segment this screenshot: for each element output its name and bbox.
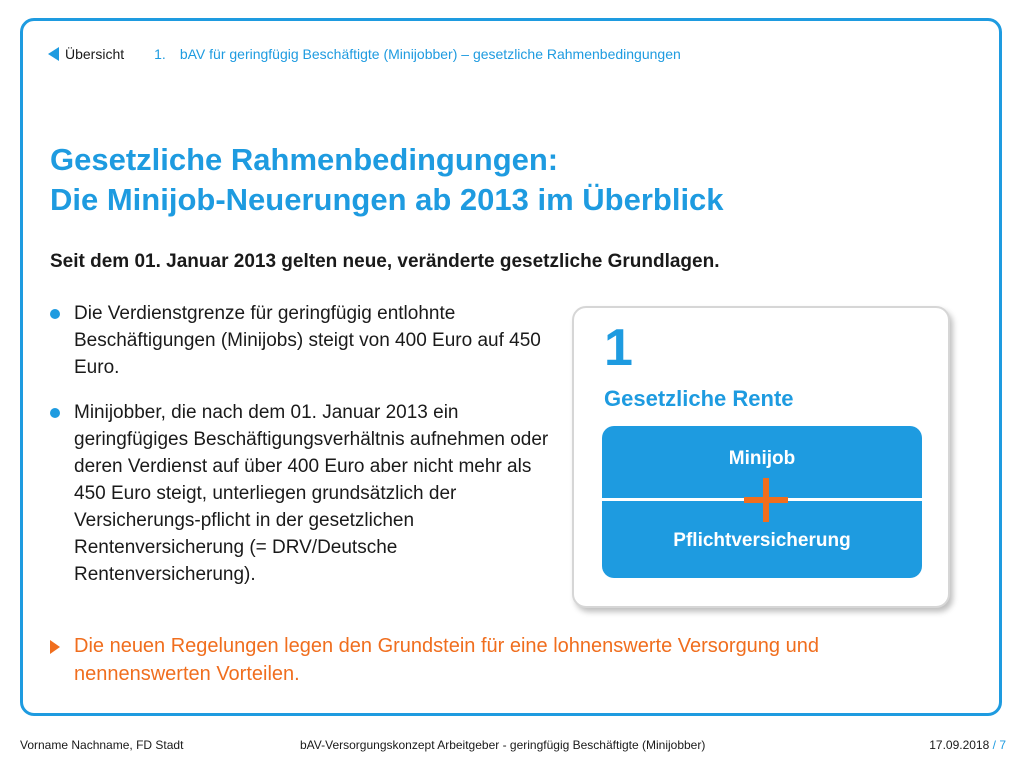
footer-date: 17.09.2018 bbox=[929, 738, 990, 752]
block-bottom-label: Pflichtversicherung bbox=[673, 530, 851, 551]
minijob-block bbox=[602, 426, 922, 578]
bullet-text: Minijobber, die nach dem 01. Januar 2013 ein geringfügiges Beschäftigungsverhältnis aufnehmen oder deren Verdienst auf über 400 Euro aber nicht mehr als 450 Euro steigt, unterliegen grundsätzlich der Versicherungs-pflicht in der gesetzlichen Rentenversicherung (= DRV/Deutsche Rentenversicherung). bbox=[74, 402, 549, 585]
breadcrumb-number: 1. bbox=[154, 46, 166, 62]
pension-card bbox=[572, 306, 950, 608]
footer-author: Vorname Nachname, FD Stadt bbox=[20, 738, 184, 752]
footer-date-page bbox=[929, 738, 1006, 752]
bullet-item bbox=[50, 300, 550, 381]
plus-icon bbox=[744, 478, 788, 522]
footer-separator: / bbox=[992, 738, 996, 752]
footer-title: bAV-Versorgungskonzept Arbeitgeber - geringfügig Beschäftigte (Minijobber) bbox=[300, 738, 706, 752]
page-title-line1: Gesetzliche Rahmenbedingungen: bbox=[50, 142, 559, 177]
breadcrumb-current[interactable] bbox=[154, 46, 681, 62]
card-label: Gesetzliche Rente bbox=[604, 386, 794, 411]
overview-label: Übersicht bbox=[65, 46, 125, 62]
bullet-list bbox=[50, 300, 550, 606]
page-number: 7 bbox=[999, 738, 1006, 752]
breadcrumb-nav bbox=[48, 46, 681, 62]
triangle-right-icon bbox=[50, 640, 60, 654]
bullet-item bbox=[50, 399, 550, 588]
breadcrumb-text: bAV für geringfügig Beschäftigte (Minijobber) – gesetzliche Rahmenbedingungen bbox=[179, 46, 681, 62]
page-title bbox=[50, 140, 724, 220]
bullet-dot-icon bbox=[50, 408, 60, 418]
bullet-text: Die Verdienstgrenze für geringfügig entlohnte Beschäftigungen (Minijobs) steigt von 400 Euro auf 450 Euro. bbox=[74, 303, 541, 378]
triangle-left-icon bbox=[48, 47, 59, 61]
page-subtitle: Seit dem 01. Januar 2013 gelten neue, veränderte gesetzliche Grundlagen. bbox=[50, 251, 720, 272]
conclusion-text: Die neuen Regelungen legen den Grundstein für eine lohnenswerte Versorgung und nennenswerten Vorteilen. bbox=[74, 635, 819, 685]
block-top-label: Minijob bbox=[728, 448, 796, 469]
bullet-dot-icon bbox=[50, 309, 60, 319]
overview-back-link[interactable] bbox=[48, 46, 124, 62]
page-title-line2: Die Minijob-Neuerungen ab 2013 im Überblick bbox=[50, 182, 724, 217]
card-number: 1 bbox=[604, 319, 633, 377]
conclusion bbox=[50, 632, 950, 688]
